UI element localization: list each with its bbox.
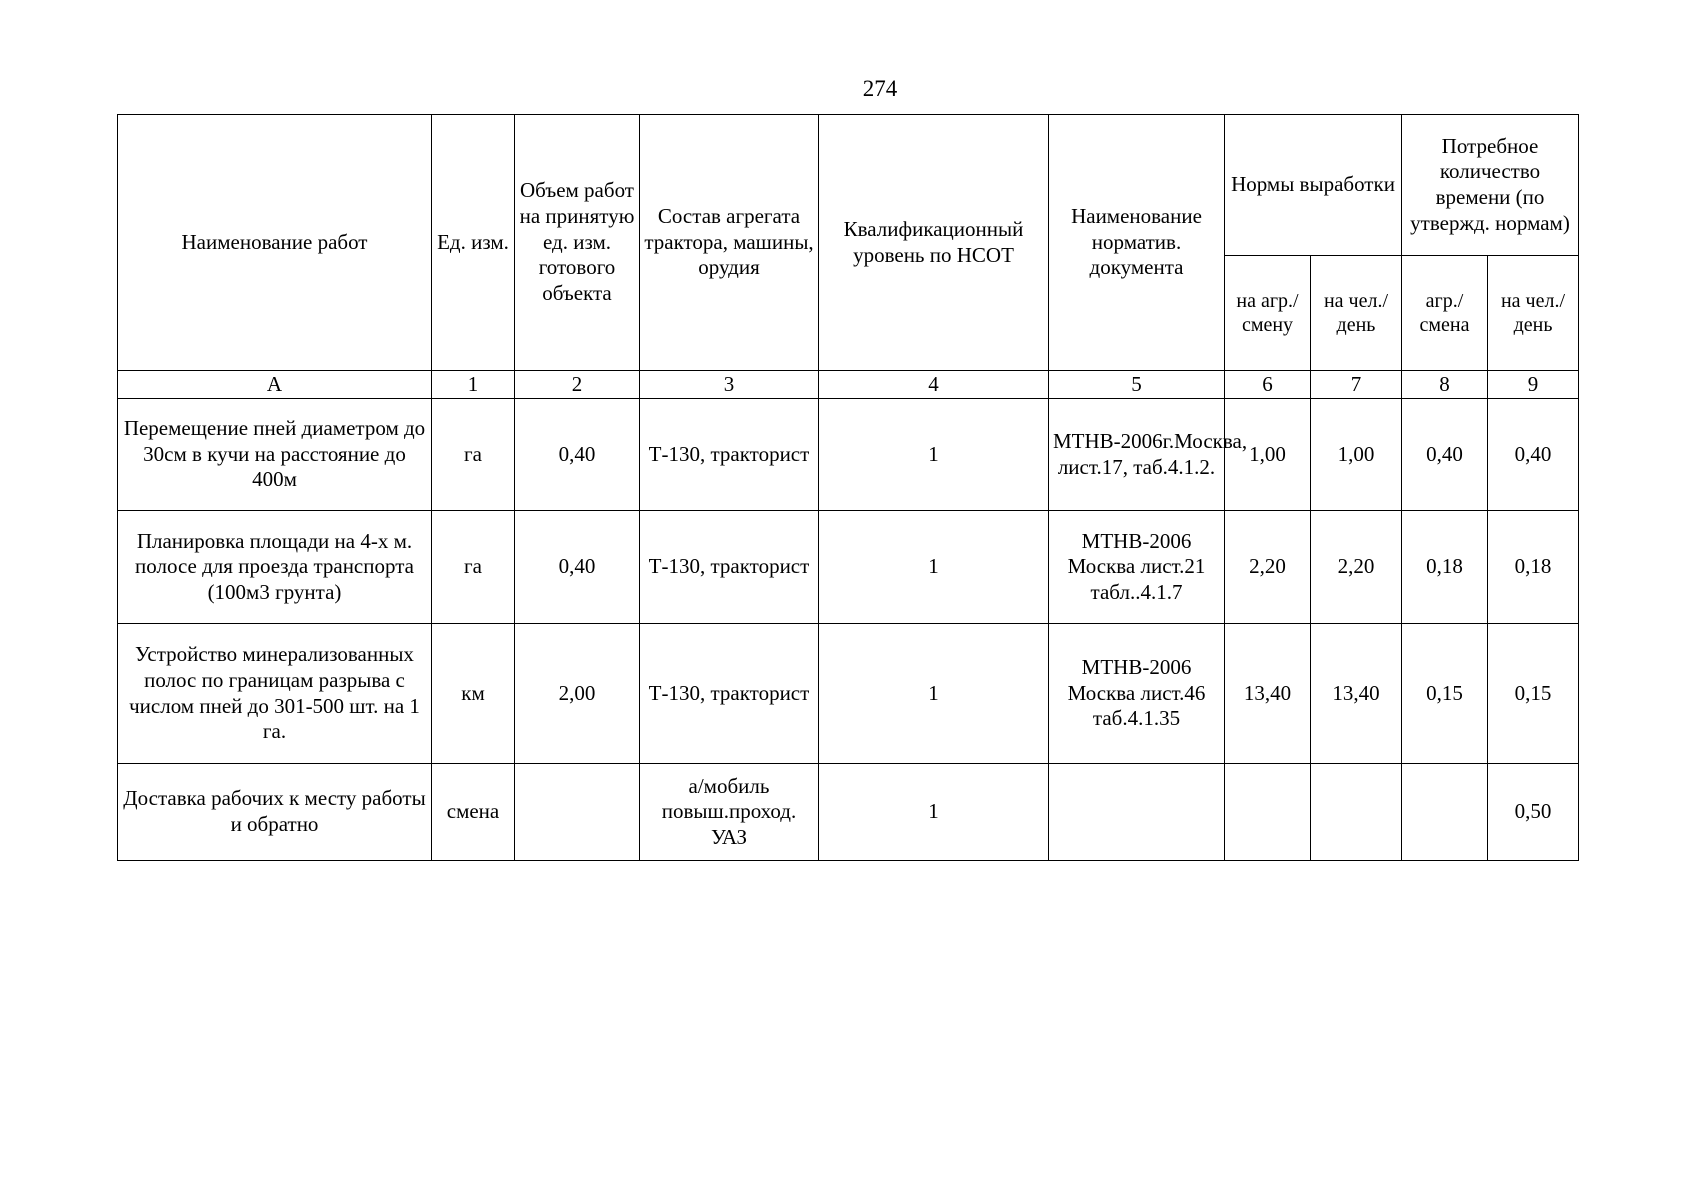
cell-volume: 0,40: [515, 511, 640, 624]
header-unit: Ед. изм.: [432, 115, 515, 371]
header-qualification: Квалификационный уровень по НСОТ: [819, 115, 1049, 371]
cell-work-name: Перемещение пней диаметром до 30см в кучи на расстояние до 400м: [118, 399, 432, 511]
table-row: [118, 511, 1579, 624]
cell-time-man: 0,40: [1488, 399, 1579, 511]
cell-work-name: Доставка рабочих к месту работы и обратно: [118, 764, 432, 861]
cell-qualification: 1: [819, 624, 1049, 764]
column-index: 1: [432, 371, 515, 399]
cell-unit: га: [432, 511, 515, 624]
cell-qualification: 1: [819, 399, 1049, 511]
cell-document: МТНВ-2006 Москва лист.21 табл..4.1.7: [1049, 511, 1225, 624]
header-document: Наименование норматив. документа: [1049, 115, 1225, 371]
cell-norm-man: [1311, 764, 1402, 861]
cell-document: [1049, 764, 1225, 861]
cell-norm-agr: 1,00: [1225, 399, 1311, 511]
cell-composition: а/мобиль повыш.проход. УАЗ: [640, 764, 819, 861]
cell-work-name: Устройство минерализованных полос по границам разрыва с числом пней до 301-500 шт. на 1 га.: [118, 624, 432, 764]
column-index: 7: [1311, 371, 1402, 399]
column-index: 8: [1402, 371, 1488, 399]
column-index-row: [118, 371, 1579, 399]
cell-time-agr: 0,18: [1402, 511, 1488, 624]
cell-norm-agr: 2,20: [1225, 511, 1311, 624]
cell-time-agr: [1402, 764, 1488, 861]
header-time-man: на чел./ день: [1488, 256, 1579, 371]
column-index: 3: [640, 371, 819, 399]
cell-volume: 0,40: [515, 399, 640, 511]
cell-document: МТНВ-2006г.Москва, лист.17, таб.4.1.2.: [1049, 399, 1225, 511]
cell-composition: Т-130, тракторист: [640, 399, 819, 511]
cell-document: МТНВ-2006 Москва лист.46 таб.4.1.35: [1049, 624, 1225, 764]
header-composition: Состав агрегата трактора, машины, орудия: [640, 115, 819, 371]
cell-qualification: 1: [819, 764, 1049, 861]
cell-norm-agr: 13,40: [1225, 624, 1311, 764]
cell-time-agr: 0,15: [1402, 624, 1488, 764]
cell-norm-man: 13,40: [1311, 624, 1402, 764]
cell-volume: [515, 764, 640, 861]
work-norms-table: [117, 114, 1579, 861]
cell-time-agr: 0,40: [1402, 399, 1488, 511]
table-row: [118, 764, 1579, 861]
cell-time-man: 0,18: [1488, 511, 1579, 624]
column-index: А: [118, 371, 432, 399]
cell-norm-man: 1,00: [1311, 399, 1402, 511]
cell-qualification: 1: [819, 511, 1049, 624]
cell-unit: га: [432, 399, 515, 511]
cell-unit: смена: [432, 764, 515, 861]
header-time-need: Потребное количество времени (по утвержд. нормам): [1402, 115, 1579, 256]
page-number: 274: [862, 76, 898, 101]
column-index: 2: [515, 371, 640, 399]
cell-volume: 2,00: [515, 624, 640, 764]
table-row: [118, 399, 1579, 511]
cell-time-man: 0,15: [1488, 624, 1579, 764]
cell-norm-man: 2,20: [1311, 511, 1402, 624]
cell-unit: км: [432, 624, 515, 764]
header-volume: Объем работ на принятую ед. изм. готового объекта: [515, 115, 640, 371]
header-work-name: Наименование работ: [118, 115, 432, 371]
column-index: 4: [819, 371, 1049, 399]
column-index: 6: [1225, 371, 1311, 399]
header-norm-man: на чел./ день: [1311, 256, 1402, 371]
cell-composition: Т-130, тракторист: [640, 624, 819, 764]
cell-time-man: 0,50: [1488, 764, 1579, 861]
column-index: 9: [1488, 371, 1579, 399]
cell-composition: Т-130, тракторист: [640, 511, 819, 624]
header-time-agr: агр./ смена: [1402, 256, 1488, 371]
cell-work-name: Планировка площади на 4-х м. полосе для проезда транспорта (100м3 грунта): [118, 511, 432, 624]
column-index: 5: [1049, 371, 1225, 399]
table-row: [118, 624, 1579, 764]
header-norm-agr: на агр./ смену: [1225, 256, 1311, 371]
header-norms: Нормы выработки: [1225, 115, 1402, 256]
header-row-1: [118, 115, 1579, 256]
cell-norm-agr: [1225, 764, 1311, 861]
